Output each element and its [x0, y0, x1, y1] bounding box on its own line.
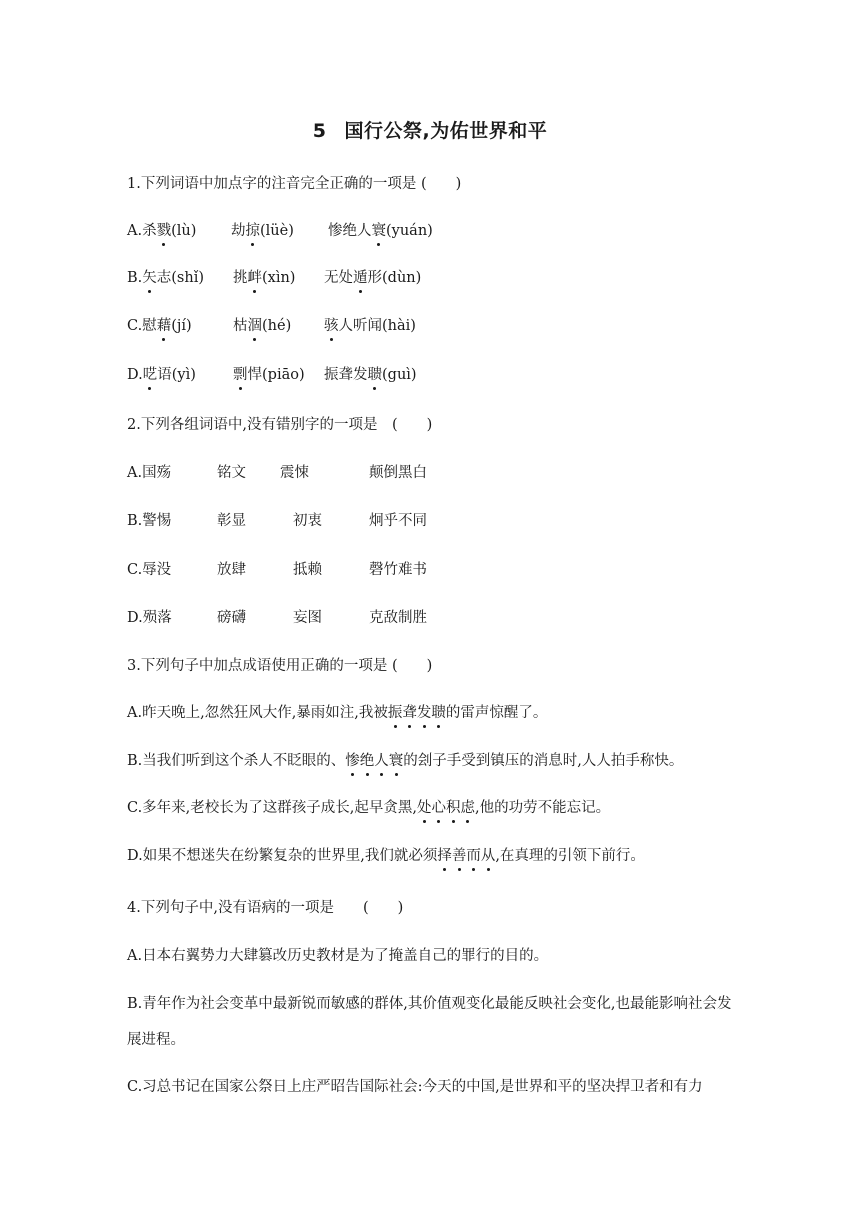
- q1-c-word-2: 枯涸(hé): [233, 318, 292, 334]
- q2-d-word-1: D.殒落: [127, 610, 172, 626]
- q3-option-d: D.如果不想迷失在纷繁复杂的世界里,我们就必须择善而从,在真理的引领下前行。: [127, 848, 645, 864]
- q3-option-b: B.当我们听到这个杀人不眨眼的、惨绝人寰的刽子手受到镇压的消息时,人人拍手称快。: [127, 753, 684, 769]
- q2-c-word-4: 磬竹难书: [369, 562, 427, 578]
- q2-a-word-2: 铭文: [217, 465, 246, 481]
- q1-b-word-3: 无处遁形(dùn): [324, 270, 422, 286]
- q3-option-c: C.多年来,老校长为了这群孩子成长,起早贪黑,处心积虑,他的功劳不能忘记。: [127, 800, 611, 816]
- q1-d-word-1: D.呓语(yì): [127, 367, 196, 383]
- q1-a-word-2: 劫掠(lüè): [231, 223, 294, 239]
- page-title: [0, 116, 860, 143]
- q2-b-word-2: 彰显: [217, 513, 246, 529]
- lesson-number: 5: [312, 120, 327, 142]
- q4-option-a: A.日本右翼势力大肆篡改历史教材是为了掩盖自己的罪行的目的。: [127, 948, 549, 964]
- q2-a-word-1: A.国殇: [127, 465, 172, 481]
- q2-c-word-1: C.辱没: [127, 562, 172, 578]
- q4-stem: 4.下列句子中,没有语病的一项是 ( ): [127, 900, 404, 916]
- q1-b-word-1: B.矢志(shǐ): [127, 270, 204, 286]
- q1-b-word-2: 挑衅(xìn): [233, 270, 296, 286]
- q1-c-word-3: 骇人听闻(hài): [324, 318, 416, 334]
- q1-a-word-1: A.杀戮(lù): [127, 223, 197, 239]
- q2-d-word-3: 妄图: [293, 610, 322, 626]
- q1-c-word-1: C.慰藉(jí): [127, 318, 192, 334]
- q2-c-word-2: 放肆: [217, 562, 246, 578]
- lesson-title: 国行公祭,为佑世界和平: [344, 120, 548, 142]
- q2-a-word-3: 震悚: [280, 465, 309, 481]
- q2-b-word-4: 炯乎不同: [369, 513, 427, 529]
- q2-c-word-3: 抵赖: [293, 562, 322, 578]
- q2-a-word-4: 颠倒黑白: [369, 465, 427, 481]
- q3-option-a: A.昨天晚上,忽然狂风大作,暴雨如注,我被振聋发聩的雷声惊醒了。: [127, 705, 548, 721]
- q2-b-word-3: 初衷: [293, 513, 322, 529]
- q4-option-c: C.习总书记在国家公祭日上庄严昭告国际社会:今天的中国,是世界和平的坚决捍卫者和有力: [127, 1079, 703, 1095]
- q1-d-word-2: 剽悍(piāo): [233, 367, 305, 383]
- q1-d-word-3: 振聋发聩(guì): [324, 367, 417, 383]
- q3-stem: 3.下列句子中加点成语使用正确的一项是 ( ): [127, 658, 433, 674]
- q4-option-b: B.青年作为社会变革中最新锐而敏感的群体,其价值观变化最能反映社会变化,也最能影响社会发展进程。: [127, 996, 732, 1048]
- q1-a-word-3: 惨绝人寰(yuán): [328, 223, 433, 239]
- q2-b-word-1: B.警惕: [127, 513, 172, 529]
- q2-stem: 2.下列各组词语中,没有错别字的一项是 ( ): [127, 417, 433, 433]
- q2-d-word-2: 磅礴: [217, 610, 246, 626]
- q2-d-word-4: 克敌制胜: [369, 610, 427, 626]
- q1-stem: 1.下列词语中加点字的注音完全正确的一项是 ( ): [127, 176, 462, 192]
